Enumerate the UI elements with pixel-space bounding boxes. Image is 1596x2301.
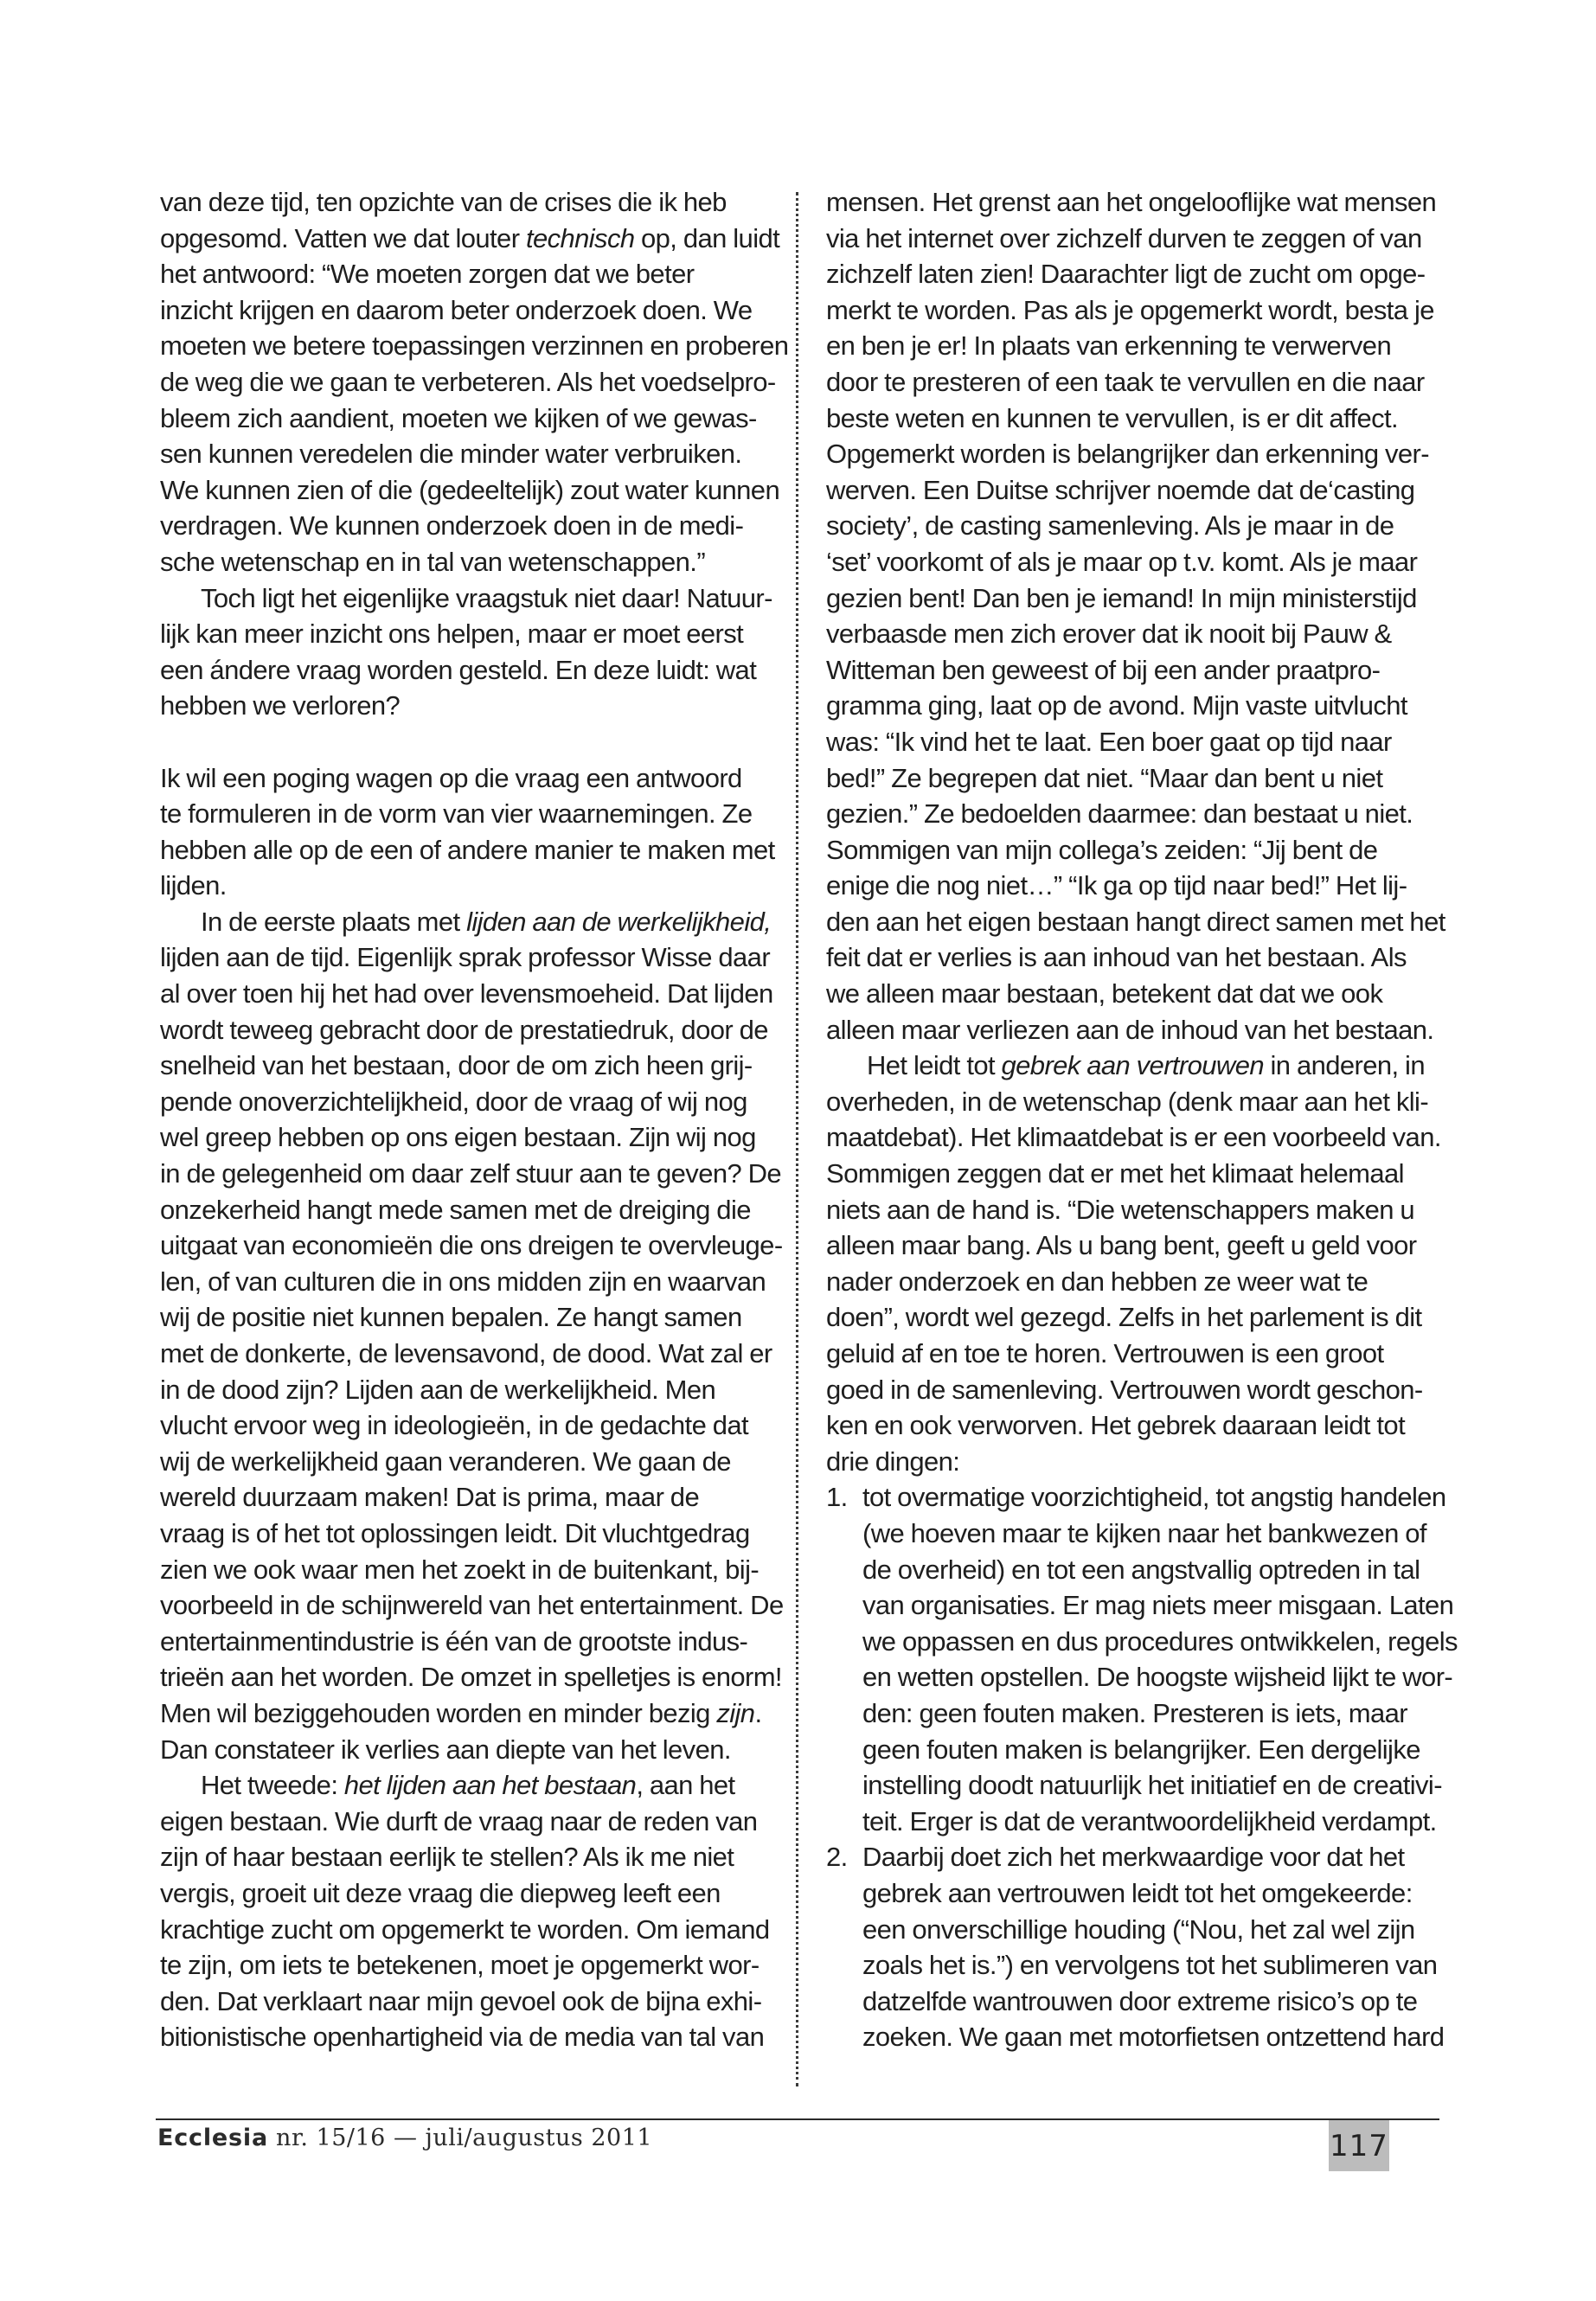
column-divider: [796, 192, 798, 2086]
text-line: [160, 508, 779, 544]
list-number: 2.: [826, 1842, 848, 1873]
text-segment: instelling doodt natuurlijk het initiatief en de creativi-: [862, 1770, 1442, 1801]
text-line: [826, 688, 1458, 724]
text-segment: beste weten en kunnen te vervullen, is er dit affect.: [826, 402, 1399, 433]
text-segment: Dan constateer ik verlies aan diepte van het leven.: [160, 1734, 731, 1765]
text-line: [826, 868, 1458, 904]
text-segment: al over toen hij het had over levensmoeheid. Dat lijden: [160, 978, 773, 1009]
text-line: [160, 904, 779, 940]
footer-issue-info: [157, 2125, 652, 2151]
text-line: [826, 292, 1458, 329]
text-line: [826, 508, 1458, 544]
text-line: [826, 796, 1458, 832]
text-line: [826, 1192, 1458, 1228]
text-line: [826, 939, 1458, 976]
text-segment: wordt teweeg gebracht door de prestatiedruk, door de: [160, 1014, 768, 1045]
text-line: [160, 364, 779, 401]
list-number: 1.: [826, 1482, 848, 1513]
text-segment: lijden aan de tijd. Eigenlijk sprak professor Wisse daar: [160, 942, 771, 973]
text-line: [160, 2019, 779, 2055]
text-line: [160, 1624, 779, 1660]
text-line: [826, 616, 1458, 652]
text-segment: wereld duurzaam maken! Dat is prima, maar de: [160, 1482, 700, 1513]
text-segment: Het leidt tot: [867, 1050, 1002, 1081]
text-line: [160, 1299, 779, 1336]
magazine-name: Ecclesia: [157, 2125, 268, 2151]
text-segment: gezien.” Ze bedoelden daarmee: dan bestaat u niet.: [826, 798, 1413, 830]
text-segment: Opgemerkt worden is belangrijker dan erkenning ver-: [826, 439, 1429, 470]
text-line: [826, 1264, 1458, 1300]
text-segment: we oppassen en dus procedures ontwikkelen, regels: [862, 1625, 1458, 1657]
text-segment: society’, de casting samenleving. Als je maar in de: [826, 510, 1394, 542]
text-line: [160, 1372, 779, 1408]
text-line: [160, 1875, 779, 1912]
text-segment: zijn of haar bestaan eerlijk te stellen? Als ik me niet: [160, 1842, 734, 1873]
text-segment: en wetten opstellen. De hoogste wijsheid lijkt te wor-: [862, 1662, 1453, 1693]
page-number: 117: [1329, 2120, 1389, 2171]
text-segment: gezien bent! Dan ben je iemand! In mijn ministerstijd: [826, 582, 1417, 613]
text-segment: bleem zich aandient, moeten we kijken of we gewas-: [160, 402, 757, 433]
text-line: [160, 436, 779, 472]
right-text-column: [826, 184, 1458, 2055]
text-segment: lijden.: [160, 870, 227, 901]
text-line: [160, 1227, 783, 1264]
text-line: [826, 401, 1458, 437]
text-line: [160, 976, 779, 1012]
text-segment: vergis, groeit uit deze vraag die diepweg leeft een: [160, 1877, 721, 1908]
text-segment: geen fouten maken is belangrijker. Een dergelijke: [862, 1734, 1420, 1765]
text-line: [826, 1372, 1458, 1408]
text-line: [160, 652, 779, 689]
list-item-line: [826, 1587, 1458, 1624]
text-segment: van deze tijd, ten opzichte van de crises die ik heb: [160, 187, 727, 217]
list-item-line: [826, 1659, 1458, 1695]
text-line: [826, 1048, 1458, 1084]
list-item-line: [826, 1875, 1458, 1912]
list-item-line: [826, 2019, 1458, 2055]
text-line: [160, 796, 779, 832]
text-segment: met de donkerte, de levensavond, de dood. Wat zal er: [160, 1338, 772, 1368]
italic-text: lijden aan de werkelijkheid,: [466, 906, 772, 937]
text-line: [826, 364, 1458, 401]
italic-text: technisch: [525, 222, 635, 253]
list-item-line: [826, 1732, 1458, 1768]
text-line: [160, 939, 779, 976]
text-segment: We kunnen zien of die (gedeeltelijk) zout water kunnen: [160, 474, 780, 505]
text-segment: gramma ging, laat op de avond. Mijn vaste uitvlucht: [826, 690, 1407, 721]
text-segment: sche wetenschap en in tal van wetenschappen.”: [160, 546, 706, 577]
text-segment: Daarbij doet zich het merkwaardige voor dat het: [862, 1842, 1405, 1873]
text-line: [826, 221, 1458, 257]
text-segment: alleen maar bang. Als u bang bent, geeft u geld voor: [826, 1230, 1417, 1261]
text-segment: gebrek aan vertrouwen leidt tot het omgekeerde:: [862, 1877, 1413, 1908]
text-segment: Sommigen zeggen dat er met het klimaat helemaal: [826, 1158, 1404, 1189]
text-segment: zien we ook waar men het zoekt in de buitenkant, bij-: [160, 1554, 760, 1585]
text-line: [826, 1012, 1458, 1048]
text-line: [160, 1012, 779, 1048]
text-segment: we alleen maar bestaan, betekent dat dat we ook: [826, 978, 1383, 1009]
text-segment: vraag is of het tot oplossingen leidt. Dit vluchtgedrag: [160, 1517, 750, 1548]
text-segment: wij de werkelijkheid gaan veranderen. We gaan de: [160, 1445, 731, 1477]
list-item-line: [826, 1479, 1458, 1516]
text-segment: mensen. Het grenst aan het ongelooflijke wat mensen: [826, 187, 1437, 217]
text-segment: feit dat er verlies is aan inhoud van het bestaan. Als: [826, 942, 1407, 973]
text-segment: ken en ook verworven. Het gebrek daaraan leidt tot: [826, 1410, 1406, 1441]
issue-details: nr. 15/16 — juli/augustus 2011: [267, 2125, 653, 2151]
text-line: [160, 832, 779, 868]
text-line: [826, 832, 1458, 868]
list-item-line: [826, 1984, 1458, 2020]
text-segment: Het tweede:: [201, 1770, 344, 1801]
text-line: [826, 1336, 1458, 1372]
text-line: [160, 1048, 779, 1084]
text-segment: en ben je er! In plaats van erkenning te verwerven: [826, 330, 1392, 362]
text-line: [826, 472, 1458, 509]
text-line: [160, 401, 779, 437]
text-segment: zoals het is.”) en vervolgens tot het sublimeren van: [862, 1950, 1438, 1981]
text-line: [160, 184, 779, 221]
text-segment: goed in de samenleving. Vertrouwen wordt geschon-: [826, 1374, 1423, 1405]
text-segment: den. Dat verklaart naar mijn gevoel ook de bijna exhi-: [160, 1985, 762, 2016]
text-line: [160, 760, 779, 797]
text-segment: Toch ligt het eigenlijke vraagstuk niet daar! Natuur-: [201, 582, 772, 613]
text-segment: datzelfde wantrouwen door extreme risico’s op te: [862, 1985, 1418, 2016]
text-segment: sen kunnen veredelen die minder water verbruiken.: [160, 439, 742, 470]
text-line: [826, 256, 1458, 292]
text-segment: in anderen, in: [1264, 1050, 1425, 1081]
text-line: [160, 1839, 779, 1875]
text-segment: inzicht krijgen en daarom beter onderzoek doen. We: [160, 294, 753, 325]
list-item-line: [826, 1624, 1458, 1660]
text-line: [826, 184, 1458, 221]
text-line: [160, 1767, 779, 1804]
text-line: [160, 256, 779, 292]
text-line: [160, 1084, 779, 1120]
text-segment: entertainmentindustrie is één van de grootste indus-: [160, 1625, 748, 1657]
text-line: [160, 544, 779, 580]
text-segment: den: geen fouten maken. Presteren is iets, maar: [862, 1697, 1408, 1728]
text-segment: door te presteren of een taak te vervullen en die naar: [826, 366, 1425, 397]
text-segment: was: “Ik vind het te laat. Een boer gaat op tijd naar: [826, 726, 1392, 757]
italic-text: zijn: [716, 1697, 755, 1728]
text-line: [826, 1227, 1458, 1264]
text-segment: trieën aan het worden. De omzet in spelletjes is enorm!: [160, 1662, 782, 1693]
text-segment: wij de positie niet kunnen bepalen. Ze hangt samen: [160, 1302, 742, 1333]
text-line: [826, 544, 1458, 580]
text-segment: krachtige zucht om opgemerkt te worden. Om iemand: [160, 1913, 770, 1945]
text-segment: werven. Een Duitse schrijver noemde dat de‘casting: [826, 474, 1415, 505]
text-line: [160, 1516, 779, 1552]
text-line: [160, 1264, 779, 1300]
text-segment: opgesomd. Vatten we dat louter: [160, 222, 526, 253]
text-segment: zichzelf laten zien! Daarachter ligt de zucht om opge-: [826, 259, 1426, 290]
text-line: [160, 1984, 779, 2020]
text-line: [826, 904, 1458, 940]
text-line: [160, 1479, 779, 1516]
text-segment: voorbeeld in de schijnwereld van het entertainment. De: [160, 1590, 784, 1621]
text-segment: lijk kan meer inzicht ons helpen, maar er moet eerst: [160, 619, 744, 650]
text-segment: snelheid van het bestaan, door de om zich heen grij-: [160, 1050, 753, 1081]
text-segment: in de gelegenheid om daar zelf stuur aan te geven? De: [160, 1158, 782, 1189]
text-segment: niets aan de hand is. “Die wetenschappers maken u: [826, 1194, 1415, 1225]
text-segment: moeten we betere toepassingen verzinnen en proberen: [160, 330, 789, 362]
text-segment: len, of van culturen die in ons midden zijn en waarvan: [160, 1266, 766, 1297]
text-line: [160, 1732, 779, 1768]
text-line: [160, 472, 779, 509]
text-line: [826, 1119, 1458, 1156]
text-segment: doen”, wordt wel gezegd. Zelfs in het parlement is dit: [826, 1302, 1422, 1333]
text-segment: te formuleren in de vorm van vier waarnemingen. Ze: [160, 798, 753, 830]
text-line: [160, 1804, 779, 1840]
text-line: [160, 221, 779, 257]
left-text-column: [160, 184, 789, 2055]
text-segment: Sommigen van mijn collega’s zeiden: “Jij bent de: [826, 834, 1378, 865]
text-segment: vlucht ervoor weg in ideologieën, in de gedachte dat: [160, 1410, 749, 1441]
text-line: [160, 868, 779, 904]
text-segment: , aan het: [636, 1770, 735, 1801]
text-segment: in de dood zijn? Lijden aan de werkelijkheid. Men: [160, 1374, 716, 1405]
text-segment: merkt te worden. Pas als je opgemerkt wordt, besta je: [826, 294, 1434, 325]
text-segment: bitionistische openhartigheid via de media van tal van: [160, 2022, 765, 2053]
list-item-line: [826, 1804, 1458, 1840]
list-item-line: [826, 1947, 1458, 1984]
text-segment: uitgaat van economieën die ons dreigen te overvleuge-: [160, 1230, 783, 1261]
text-line: [160, 1336, 779, 1372]
text-line: [826, 1084, 1458, 1120]
blank-line: [160, 724, 779, 760]
text-line: [160, 1695, 779, 1732]
text-segment: te zijn, om iets te betekenen, moet je opgemerkt wor-: [160, 1950, 760, 1981]
text-line: [826, 580, 1458, 617]
text-segment: bed!” Ze begrepen dat niet. “Maar dan bent u niet: [826, 762, 1383, 793]
text-segment: alleen maar verliezen aan de inhoud van het bestaan.: [826, 1014, 1434, 1045]
text-segment: verdragen. We kunnen onderzoek doen in de medi-: [160, 510, 744, 542]
text-segment: overheden, in de wetenschap (denk maar aan het kli-: [826, 1086, 1429, 1117]
list-item-line: [826, 1767, 1458, 1804]
text-segment: op, dan luidt: [634, 222, 780, 253]
text-segment: Men wil beziggehouden worden en minder bezig: [160, 1697, 717, 1728]
text-segment: de overheid) en tot een angstvallig optreden in tal: [862, 1554, 1420, 1585]
list-item-line: [826, 1552, 1458, 1588]
text-segment: den aan het eigen bestaan hangt direct samen met het: [826, 906, 1445, 937]
text-segment: geluid af en toe te horen. Vertrouwen is een groot: [826, 1338, 1384, 1368]
text-line: [826, 976, 1458, 1012]
text-line: [826, 1299, 1458, 1336]
text-line: [160, 1587, 784, 1624]
list-item-line: [826, 1839, 1458, 1875]
text-segment: eigen bestaan. Wie durft de vraag naar de reden van: [160, 1805, 758, 1836]
text-segment: hebben alle op de een of andere manier te maken met: [160, 834, 775, 865]
text-segment: de weg die we gaan te verbeteren. Als het voedselpro-: [160, 366, 776, 397]
text-line: [160, 1192, 779, 1228]
text-segment: een ándere vraag worden gesteld. En deze luidt: wat: [160, 654, 757, 685]
italic-text: gebrek aan vertrouwen: [1001, 1050, 1264, 1081]
text-line: [160, 580, 779, 617]
text-line: [826, 760, 1458, 797]
text-line: [160, 688, 779, 724]
text-segment: enige die nog niet…” “Ik ga op tijd naar bed!” Het lij-: [826, 870, 1407, 901]
list-item-line: [826, 1695, 1458, 1732]
text-segment: ‘set’ voorkomt of als je maar op t.v. komt. Als je maar: [826, 546, 1418, 577]
text-line: [160, 1156, 782, 1192]
text-line: [826, 652, 1458, 689]
text-segment: van organisaties. Er mag niets meer misgaan. Laten: [862, 1590, 1454, 1621]
text-segment: .: [754, 1697, 762, 1728]
text-line: [826, 1407, 1458, 1444]
text-line: [160, 1912, 779, 1948]
text-line: [826, 1444, 1458, 1480]
text-line: [160, 1444, 779, 1480]
list-item-line: [826, 1516, 1458, 1552]
footer-rule: [156, 2118, 1439, 2120]
text-segment: pende onoverzichtelijkheid, door de vraag of wij nog: [160, 1086, 747, 1117]
text-line: [160, 1119, 779, 1156]
text-segment: In de eerste plaats met: [201, 906, 467, 937]
text-line: [160, 1659, 782, 1695]
text-line: [160, 292, 779, 329]
text-segment: nader onderzoek en dan hebben ze weer wat te: [826, 1266, 1368, 1297]
text-segment: Ik wil een poging wagen op die vraag een antwoord: [160, 762, 742, 793]
text-line: [160, 328, 789, 364]
text-line: [826, 328, 1458, 364]
text-line: [826, 436, 1458, 472]
text-segment: (we hoeven maar te kijken naar het bankwezen of: [862, 1517, 1426, 1548]
text-segment: wel greep hebben op ons eigen bestaan. Zijn wij nog: [160, 1122, 756, 1153]
text-segment: het antwoord: “We moeten zorgen dat we beter: [160, 259, 695, 290]
text-segment: Witteman ben geweest of bij een ander praatpro-: [826, 654, 1381, 685]
text-segment: drie dingen:: [826, 1445, 960, 1477]
text-segment: verbaasde men zich erover dat ik nooit bij Pauw &: [826, 619, 1392, 650]
text-segment: onzekerheid hangt mede samen met de dreiging die: [160, 1194, 751, 1225]
text-segment: tot overmatige voorzichtigheid, tot angstig handelen: [862, 1482, 1446, 1513]
text-line: [160, 1407, 779, 1444]
text-segment: teit. Erger is dat de verantwoordelijkheid verdampt.: [862, 1805, 1437, 1836]
text-segment: een onverschillige houding (“Nou, het zal wel zijn: [862, 1913, 1415, 1945]
list-item-line: [826, 1912, 1458, 1948]
text-line: [160, 1947, 779, 1984]
italic-text: het lijden aan het bestaan: [343, 1770, 637, 1801]
text-line: [826, 724, 1458, 760]
text-line: [160, 1552, 779, 1588]
text-segment: hebben we verloren?: [160, 690, 401, 721]
text-line: [160, 616, 779, 652]
text-line: [826, 1156, 1458, 1192]
text-segment: via het internet over zichzelf durven te zeggen of van: [826, 222, 1422, 253]
text-segment: maatdebat). Het klimaatdebat is er een voorbeeld van.: [826, 1122, 1441, 1153]
text-segment: zoeken. We gaan met motorfietsen ontzettend hard: [862, 2022, 1445, 2053]
